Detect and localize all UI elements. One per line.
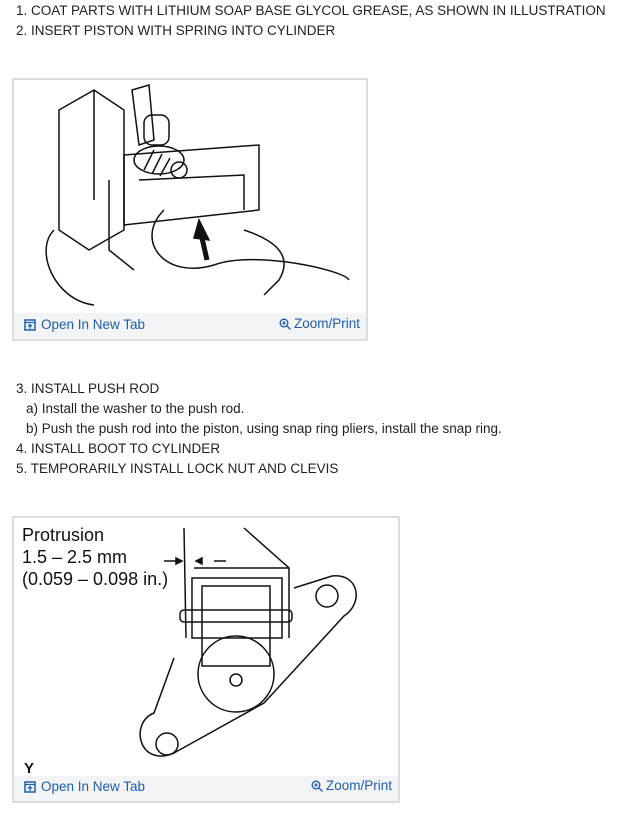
zoom-print-link[interactable]: [311, 778, 392, 793]
piston-illustration: [14, 80, 366, 313]
open-new-tab-icon: [24, 781, 36, 793]
open-new-tab-icon: [24, 319, 36, 331]
step-3a: a) Install the washer to the push rod.: [26, 401, 245, 416]
zoom-label: Zoom/Print: [325, 778, 392, 793]
step-2: 2. INSERT PISTON WITH SPRING INTO CYLINDER: [16, 23, 336, 38]
step-3: 3. INSTALL PUSH ROD: [16, 381, 160, 396]
open-label: Open In New Tab: [41, 779, 146, 794]
open-label: Open In New Tab: [41, 317, 146, 332]
figure-clevis: [12, 516, 400, 803]
step-4: 4. INSTALL BOOT TO CYLINDER: [16, 441, 221, 456]
protrusion-in: (0.059 – 0.098 in.): [22, 569, 169, 589]
protrusion-mm: 1.5 – 2.5 mm: [22, 547, 128, 567]
step-3b: b) Push the push rod into the piston, using snap ring pliers, install the snap ring.: [26, 421, 502, 436]
zoom-label: Zoom/Print: [293, 316, 360, 331]
open-in-new-tab-link[interactable]: [24, 317, 145, 332]
corner-label: Y: [24, 760, 35, 777]
open-in-new-tab-link[interactable]: [24, 779, 145, 794]
protrusion-label: Protrusion: [22, 525, 105, 545]
figure-piston: [12, 78, 368, 341]
step-5: 5. TEMPORARILY INSTALL LOCK NUT AND CLEVIS: [16, 461, 339, 476]
zoom-print-link[interactable]: [279, 316, 360, 331]
zoom-in-icon: [311, 780, 323, 792]
step-1: 1. COAT PARTS WITH LITHIUM SOAP BASE GLYCOL GREASE, AS SHOWN IN ILLUSTRATION: [16, 3, 606, 18]
zoom-in-icon: [279, 318, 291, 330]
clevis-illustration: [14, 518, 398, 776]
